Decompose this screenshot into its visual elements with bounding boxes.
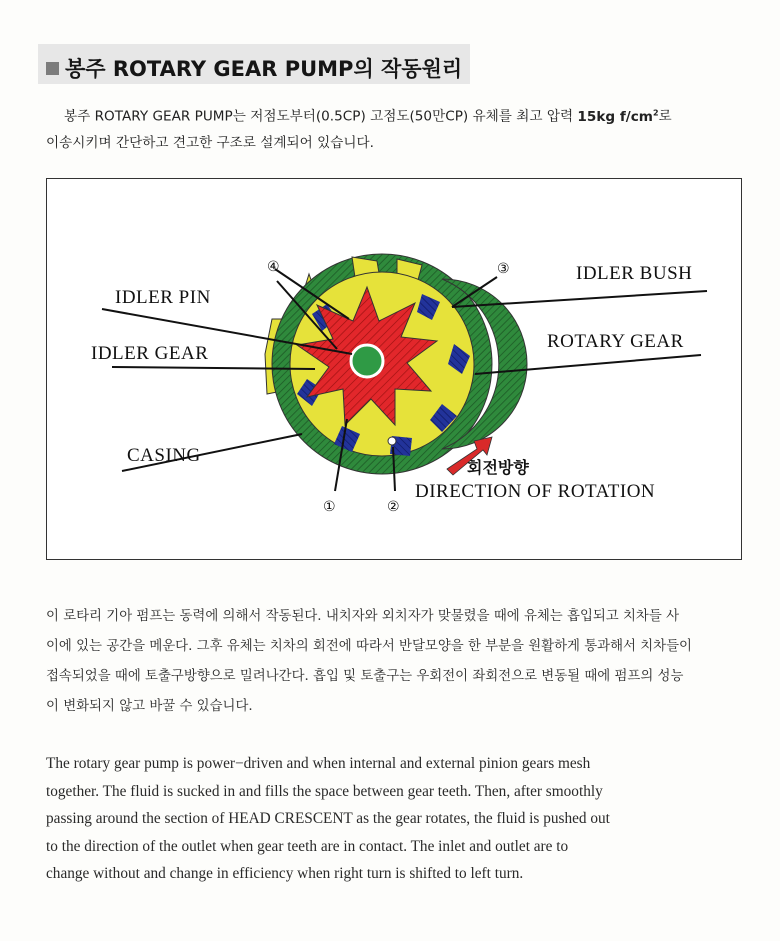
pump-diagram-svg: [47, 179, 743, 561]
number-2: ②: [387, 499, 400, 515]
english-line: together. The fluid is sucked in and fills the space between gear teeth. Then, after smoothly: [46, 782, 603, 800]
label-casing: CASING: [127, 445, 201, 466]
number-3: ③: [497, 261, 510, 277]
label-direction-of-rotation: DIRECTION OF ROTATION: [415, 481, 656, 502]
english-description: [46, 750, 746, 888]
korean-line: 이에 있는 공간을 메운다. 그후 유체는 치차의 회전에 따라서 반달모양을 한 부분을 원활하게 통과해서 치차들이: [46, 639, 692, 654]
english-line: passing around the section of HEAD CRESCENT as the gear rotates, the fluid is pushed out: [46, 810, 610, 827]
number-4: ④: [267, 259, 280, 275]
english-line: to the direction of the outlet when gear teeth are in contact. The inlet and outlet are to: [46, 837, 569, 855]
label-idler-bush: IDLER BUSH: [576, 263, 693, 284]
crescent-pin: [388, 437, 396, 445]
korean-line: 접속되었을 때에 토출구방향으로 밀려나간다. 흡입 및 토출구는 우회전이 좌회전으로 변동될 때에 펌프의 성능: [46, 669, 684, 684]
label-rotary-gear: ROTARY GEAR: [547, 331, 684, 352]
page-title: 봉주 ROTARY GEAR PUMP의 작동원리: [46, 53, 462, 83]
pump-diagram-figure: [46, 178, 742, 560]
intro-line-1: 봉주 ROTARY GEAR PUMP는 저점도부터(0.5CP) 고점도(50만CP) 유체를 최고 압력 15kg $f/cm^2$로: [64, 108, 672, 125]
number-1: ①: [323, 499, 336, 515]
korean-line: 이 변화되지 않고 바꿀 수 있습니다.: [46, 699, 253, 714]
intro-paragraph: [46, 100, 746, 156]
english-line: The rotary gear pump is power−driven and when internal and external pinion gears mesh: [46, 755, 591, 772]
korean-description: [46, 602, 746, 722]
label-rotation-korean: 회전방향: [467, 458, 529, 477]
intro-line-2: 이송시키며 간단하고 견고한 구조로 설계되어 있습니다.: [46, 134, 374, 151]
english-line: change without and change in efficiency when right turn is shifted to left turn.: [46, 865, 524, 882]
square-bullet-icon: [46, 62, 59, 75]
idler-pin: [351, 345, 383, 377]
pressure-value: 15kg $f/cm^2$: [577, 108, 659, 125]
label-idler-pin: IDLER PIN: [115, 287, 211, 308]
label-idler-gear: IDLER GEAR: [91, 343, 209, 364]
korean-line: 이 로타리 기아 펌프는 동력에 의해서 작동된다. 내치자와 외치자가 맞물렸을 때에 유체는 흡입되고 치차들 사: [46, 609, 679, 624]
